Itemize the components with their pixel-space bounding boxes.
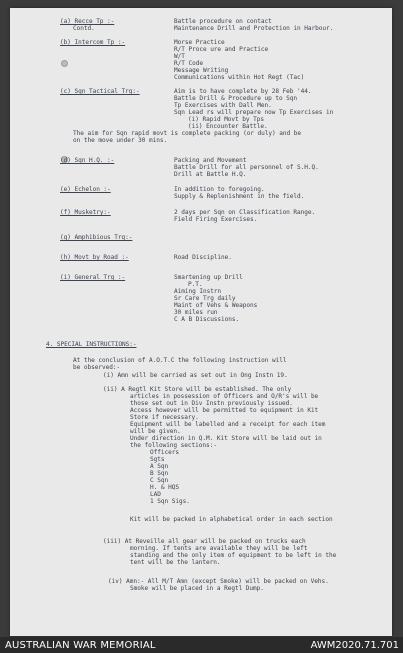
document-line: (ii) Encounter Battle. (188, 123, 268, 130)
document-line: be observed:- (73, 364, 121, 371)
document-line: W/T (174, 53, 185, 60)
document-line: Battle procedure on contact (174, 18, 272, 25)
document-line: In addition to foregoing. (174, 186, 265, 193)
document-line: on the move under 30 mins. (73, 137, 168, 144)
document-line: H. & HQS (150, 484, 179, 491)
document-line: (iii) At Reveille all gear will be packed on trucks each (103, 538, 306, 545)
document-line: C Sqn (150, 477, 169, 484)
document-line: (d) Sqn H.Q. :- (60, 157, 115, 164)
document-line: Kit will be packed in alphabetical order in each section (130, 516, 333, 523)
document-line: Smartening up Drill (174, 274, 243, 281)
document-line: 1 Sqn Sigs. (150, 498, 190, 505)
document-line: (g) Amphibious Trg:- (60, 234, 133, 241)
document-line: tent will be the lantern. (130, 559, 221, 566)
document-line: R/T Proce ure and Practice (174, 46, 269, 53)
document-line: Packing and Movement (174, 157, 247, 164)
footer-accession-number: AWM2020.71.701 (310, 640, 399, 651)
document-line: (e) Echelon :- (60, 186, 111, 193)
document-line: Drill at Battle H.Q. (174, 171, 247, 178)
document-line: (iv) Amn:- All M/T Amn (except Smoke) will be packed on Vehs. (108, 578, 329, 585)
document-line: Store if necessary. (130, 414, 199, 421)
document-line: Field Firing Exercises. (174, 216, 258, 223)
document-line: Aim is to have complete by 28 Feb '44. (174, 88, 312, 95)
document-line: Access however will be permitted to equipment in Kit (130, 407, 319, 414)
document-line: Maintenance Drill and Protection in Harbour. (174, 25, 334, 32)
document-line: The aim for Sqn rapid movt is complete packing (or duly) and be (73, 130, 301, 137)
document-line: (ii) A Regtl Kit Store will be established. The only (103, 386, 292, 393)
document-line: standing and the only item of equipment to be left in the (130, 552, 337, 559)
document-line: (i) Amn will be carried as set out in Ong Instn 19. (103, 372, 288, 379)
document-line: (f) Musketry:- (60, 209, 111, 216)
document-line: (a) Recce Tp :- (60, 18, 115, 25)
document-line: At the conclusion of A.O.T.C the following instruction will (73, 357, 287, 364)
document-line: Sr Care Trg daily (174, 295, 236, 302)
footer-source-label: AUSTRALIAN WAR MEMORIAL (5, 640, 156, 651)
document-line: C A B Discussions. (174, 316, 240, 323)
document-line: Battle Drill & Procedure up to Sqn (174, 95, 298, 102)
document-line: 2 days per Sqn on Classification Range. (174, 209, 316, 216)
document-line: morning. If tents are available they will be left (130, 545, 308, 552)
document-line: Maint of Vehs & Weapons (174, 302, 258, 309)
document-line: Equipment will be labelled and a receipt for each item (130, 421, 326, 428)
document-line: those set out in Div Instn previously issued. (130, 400, 293, 407)
document-line: Sqn Lead rs will prepare now Tp Exercises in (174, 109, 334, 116)
punch-hole-top (61, 60, 68, 67)
document-line: P.T. (188, 281, 203, 288)
document-line: articles in possession of Officers and O/R's will be (130, 393, 319, 400)
document-line: (b) Intercom Tp :- (60, 39, 126, 46)
document-line: A Sqn (150, 463, 169, 470)
document-line: 30 miles run (174, 309, 218, 316)
document-line: Smoke will be placed in a Regtl Dump. (130, 585, 264, 592)
document-line: Officers (150, 449, 179, 456)
document-line: R/T Code (174, 60, 203, 67)
document-line: (i) Rapid Movt by Tps (188, 116, 264, 123)
document-line: Battle Drill for all personnel of S.H.Q. (174, 164, 319, 171)
document-line: the following sections:- (130, 442, 217, 449)
document-line: Tp Exercises with Dall Men. (174, 102, 272, 109)
document-line: (i) General Trg :- (60, 274, 126, 281)
document-line: (h) Movt by Road :- (60, 254, 129, 261)
document-line: Aiming Instrn (174, 288, 222, 295)
document-line: (c) Sqn Tactical Trg:- (60, 88, 140, 95)
document-line: Morse Practice (174, 39, 225, 46)
document-line: Communications within Hot Regt (Tac) (174, 74, 305, 81)
document-line: will be given. (130, 428, 181, 435)
document-page (10, 8, 392, 636)
document-line: Contd. (73, 25, 95, 32)
document-line: Message Writing (174, 67, 229, 74)
document-line: B Sqn (150, 470, 169, 477)
document-line: LAD (150, 491, 161, 498)
document-line: Road Discipline. (174, 254, 232, 261)
document-line: Under direction in Q.M. Kit Store will be laid out in (130, 435, 322, 442)
footer-bar (0, 637, 403, 653)
document-line: 4. SPECIAL INSTRUCTIONS:- (46, 341, 137, 348)
document-line: Supply & Replenishment in the field. (174, 193, 305, 200)
document-line: Sgts (150, 456, 165, 463)
